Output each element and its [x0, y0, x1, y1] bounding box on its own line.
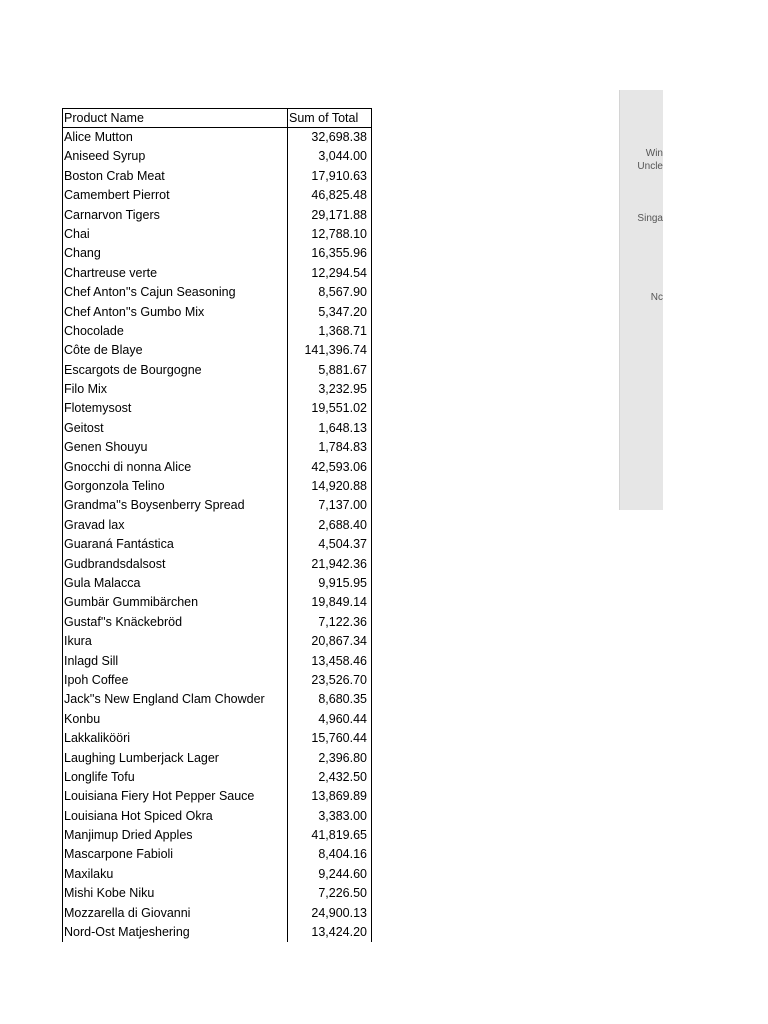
- table-row[interactable]: [63, 399, 371, 418]
- sum-of-total-cell[interactable]: 13,458.46: [311, 653, 367, 668]
- chart-label: Singa: [637, 213, 663, 224]
- sum-of-total-cell[interactable]: 23,526.70: [311, 672, 367, 687]
- product-name-cell[interactable]: Ipoh Coffee: [63, 671, 288, 690]
- sum-of-total-cell[interactable]: 8,404.16: [318, 847, 367, 862]
- product-name-cell[interactable]: Flotemysost: [63, 399, 288, 418]
- product-name-cell[interactable]: Manjimup Dried Apples: [63, 826, 288, 845]
- table-row[interactable]: [63, 477, 371, 496]
- product-name-cell[interactable]: Filo Mix: [63, 380, 288, 399]
- sum-of-total-cell[interactable]: 24,900.13: [311, 905, 367, 920]
- product-name-cell[interactable]: Gorgonzola Telino: [63, 477, 288, 496]
- product-name-cell[interactable]: Boston Crab Meat: [63, 167, 288, 186]
- table-row[interactable]: [63, 244, 371, 263]
- table-row[interactable]: [63, 341, 371, 360]
- table-row[interactable]: [63, 380, 371, 399]
- table-row[interactable]: [63, 147, 371, 166]
- sum-of-total-cell[interactable]: 20,867.34: [311, 634, 367, 649]
- chart-label: Win: [645, 148, 663, 159]
- sum-of-total-cell[interactable]: 7,122.36: [318, 614, 367, 629]
- product-name-cell[interactable]: Guaraná Fantástica: [63, 535, 288, 554]
- product-name-cell[interactable]: Lakkalikööri: [63, 729, 288, 748]
- header-product-name[interactable]: Product Name: [63, 109, 288, 127]
- product-name-cell[interactable]: Escargots de Bourgogne: [63, 361, 288, 380]
- chart-panel-clipped: [619, 90, 663, 510]
- sum-of-total-cell[interactable]: 4,960.44: [318, 711, 367, 726]
- table-row[interactable]: [63, 535, 371, 554]
- product-name-cell[interactable]: Louisiana Fiery Hot Pepper Sauce: [63, 787, 288, 806]
- product-name-cell[interactable]: Nord-Ost Matjeshering: [63, 923, 288, 942]
- table-row[interactable]: [63, 361, 371, 380]
- sum-of-total-cell[interactable]: 5,881.67: [318, 362, 367, 377]
- table-row[interactable]: [63, 807, 371, 826]
- table-row[interactable]: [63, 845, 371, 864]
- sum-of-total-cell[interactable]: 12,294.54: [311, 265, 367, 280]
- product-name-cell[interactable]: Longlife Tofu: [63, 768, 288, 787]
- sum-of-total-cell[interactable]: 13,869.89: [311, 789, 367, 804]
- product-name-cell[interactable]: Inlagd Sill: [63, 652, 288, 671]
- sum-of-total-cell[interactable]: 9,915.95: [318, 575, 367, 590]
- table-row[interactable]: [63, 593, 371, 612]
- sum-of-total-cell[interactable]: 16,355.96: [311, 246, 367, 261]
- sum-of-total-cell[interactable]: 141,396.74: [304, 343, 367, 358]
- sum-of-total-cell[interactable]: 29,171.88: [311, 207, 367, 222]
- product-name-cell[interactable]: Ikura: [63, 632, 288, 651]
- table-row[interactable]: [63, 225, 371, 244]
- table-body: [62, 128, 372, 942]
- table-row[interactable]: [63, 419, 371, 438]
- sum-of-total-cell[interactable]: 15,760.44: [311, 731, 367, 746]
- pivot-table: [62, 108, 372, 942]
- product-name-cell[interactable]: Grandma''s Boysenberry Spread: [63, 496, 288, 515]
- table-row[interactable]: [63, 574, 371, 593]
- sum-of-total-cell[interactable]: 7,137.00: [318, 498, 367, 513]
- sum-of-total-cell[interactable]: 12,788.10: [311, 226, 367, 241]
- table-row[interactable]: [63, 652, 371, 671]
- product-name-cell[interactable]: Mozzarella di Giovanni: [63, 904, 288, 923]
- sum-of-total-cell[interactable]: 32,698.38: [311, 130, 367, 144]
- sum-of-total-cell[interactable]: 3,383.00: [318, 808, 367, 823]
- product-name-cell[interactable]: Gnocchi di nonna Alice: [63, 458, 288, 477]
- table-row[interactable]: [63, 613, 371, 632]
- product-name-cell[interactable]: Gustaf''s Knäckebröd: [63, 613, 288, 632]
- sum-of-total-cell[interactable]: 2,396.80: [318, 750, 367, 765]
- sum-of-total-cell[interactable]: 21,942.36: [311, 556, 367, 571]
- table-row[interactable]: [63, 884, 371, 903]
- sum-of-total-cell[interactable]: 7,226.50: [318, 886, 367, 901]
- product-name-cell[interactable]: Jack''s New England Clam Chowder: [63, 690, 288, 709]
- table-row[interactable]: [63, 496, 371, 515]
- table-row[interactable]: [63, 206, 371, 225]
- sum-of-total-cell[interactable]: 13,424.20: [311, 925, 367, 940]
- product-name-cell[interactable]: Louisiana Hot Spiced Okra: [63, 807, 288, 826]
- table-row[interactable]: [63, 458, 371, 477]
- product-name-cell[interactable]: Chartreuse verte: [63, 264, 288, 283]
- table-header-row: [62, 108, 372, 128]
- product-name-cell[interactable]: Chef Anton''s Cajun Seasoning: [63, 283, 288, 302]
- table-row[interactable]: [63, 768, 371, 787]
- sum-of-total-cell[interactable]: 3,044.00: [318, 149, 367, 164]
- product-name-cell[interactable]: Mishi Kobe Niku: [63, 884, 288, 903]
- table-row[interactable]: [63, 671, 371, 690]
- sum-of-total-cell[interactable]: 1,648.13: [318, 420, 367, 435]
- table-row[interactable]: [63, 167, 371, 186]
- product-name-cell[interactable]: Genen Shouyu: [63, 438, 288, 457]
- product-name-cell[interactable]: Carnarvon Tigers: [63, 206, 288, 225]
- product-name-cell[interactable]: Mascarpone Fabioli: [63, 845, 288, 864]
- sum-of-total-cell[interactable]: 19,849.14: [311, 595, 367, 610]
- table-row[interactable]: [63, 749, 371, 768]
- chart-label: Uncle: [637, 161, 663, 172]
- table-row[interactable]: [63, 729, 371, 748]
- sum-of-total-cell[interactable]: 2,432.50: [318, 769, 367, 784]
- header-sum-of-total[interactable]: Sum of Total: [289, 111, 359, 125]
- sum-of-total-cell[interactable]: 4,504.37: [318, 537, 367, 552]
- table-row[interactable]: [63, 923, 371, 942]
- table-row[interactable]: [63, 438, 371, 457]
- table-row[interactable]: [63, 555, 371, 574]
- table-row[interactable]: [63, 516, 371, 535]
- sum-of-total-cell[interactable]: 41,819.65: [311, 828, 367, 843]
- table-row[interactable]: [63, 303, 371, 322]
- sum-of-total-cell[interactable]: 17,910.63: [311, 168, 367, 183]
- product-name-cell[interactable]: Gudbrandsdalsost: [63, 555, 288, 574]
- table-row[interactable]: [63, 283, 371, 302]
- sum-of-total-cell[interactable]: 46,825.48: [311, 188, 367, 203]
- sum-of-total-cell[interactable]: 8,567.90: [318, 285, 367, 300]
- product-name-cell[interactable]: Laughing Lumberjack Lager: [63, 749, 288, 768]
- product-name-cell[interactable]: Aniseed Syrup: [63, 147, 288, 166]
- product-name-cell[interactable]: Geitost: [63, 419, 288, 438]
- table-row[interactable]: [63, 787, 371, 806]
- table-row[interactable]: [63, 710, 371, 729]
- sum-of-total-cell[interactable]: 9,244.60: [318, 866, 367, 881]
- product-name-cell[interactable]: Maxilaku: [63, 865, 288, 884]
- sum-of-total-cell[interactable]: 3,232.95: [318, 382, 367, 397]
- table-row[interactable]: [63, 865, 371, 884]
- table-row[interactable]: [63, 264, 371, 283]
- table-row[interactable]: [63, 826, 371, 845]
- product-name-cell[interactable]: Gula Malacca: [63, 574, 288, 593]
- sum-of-total-cell[interactable]: 14,920.88: [311, 479, 367, 494]
- product-name-cell[interactable]: Chai: [63, 225, 288, 244]
- table-row[interactable]: [63, 128, 371, 147]
- sum-of-total-cell[interactable]: 42,593.06: [311, 459, 367, 474]
- sum-of-total-cell[interactable]: 1,368.71: [318, 323, 367, 338]
- product-name-cell[interactable]: Chang: [63, 244, 288, 263]
- product-name-cell[interactable]: Chef Anton''s Gumbo Mix: [63, 303, 288, 322]
- table-row[interactable]: [63, 186, 371, 205]
- product-name-cell[interactable]: Gumbär Gummibärchen: [63, 593, 288, 612]
- product-name-cell[interactable]: Alice Mutton: [63, 128, 288, 147]
- sum-of-total-cell[interactable]: 8,680.35: [318, 692, 367, 707]
- product-name-cell[interactable]: Chocolade: [63, 322, 288, 341]
- chart-label: Nc: [650, 292, 663, 303]
- table-row[interactable]: [63, 632, 371, 651]
- product-name-cell[interactable]: Konbu: [63, 710, 288, 729]
- product-name-cell[interactable]: Côte de Blaye: [63, 341, 288, 360]
- product-name-cell[interactable]: Camembert Pierrot: [63, 186, 288, 205]
- sum-of-total-cell[interactable]: 19,551.02: [311, 401, 367, 416]
- product-name-cell[interactable]: Gravad lax: [63, 516, 288, 535]
- sum-of-total-cell[interactable]: 2,688.40: [318, 517, 367, 532]
- table-row[interactable]: [63, 690, 371, 709]
- table-row[interactable]: [63, 322, 371, 341]
- sum-of-total-cell[interactable]: 1,784.83: [318, 440, 367, 455]
- sum-of-total-cell[interactable]: 5,347.20: [318, 304, 367, 319]
- table-row[interactable]: [63, 904, 371, 923]
